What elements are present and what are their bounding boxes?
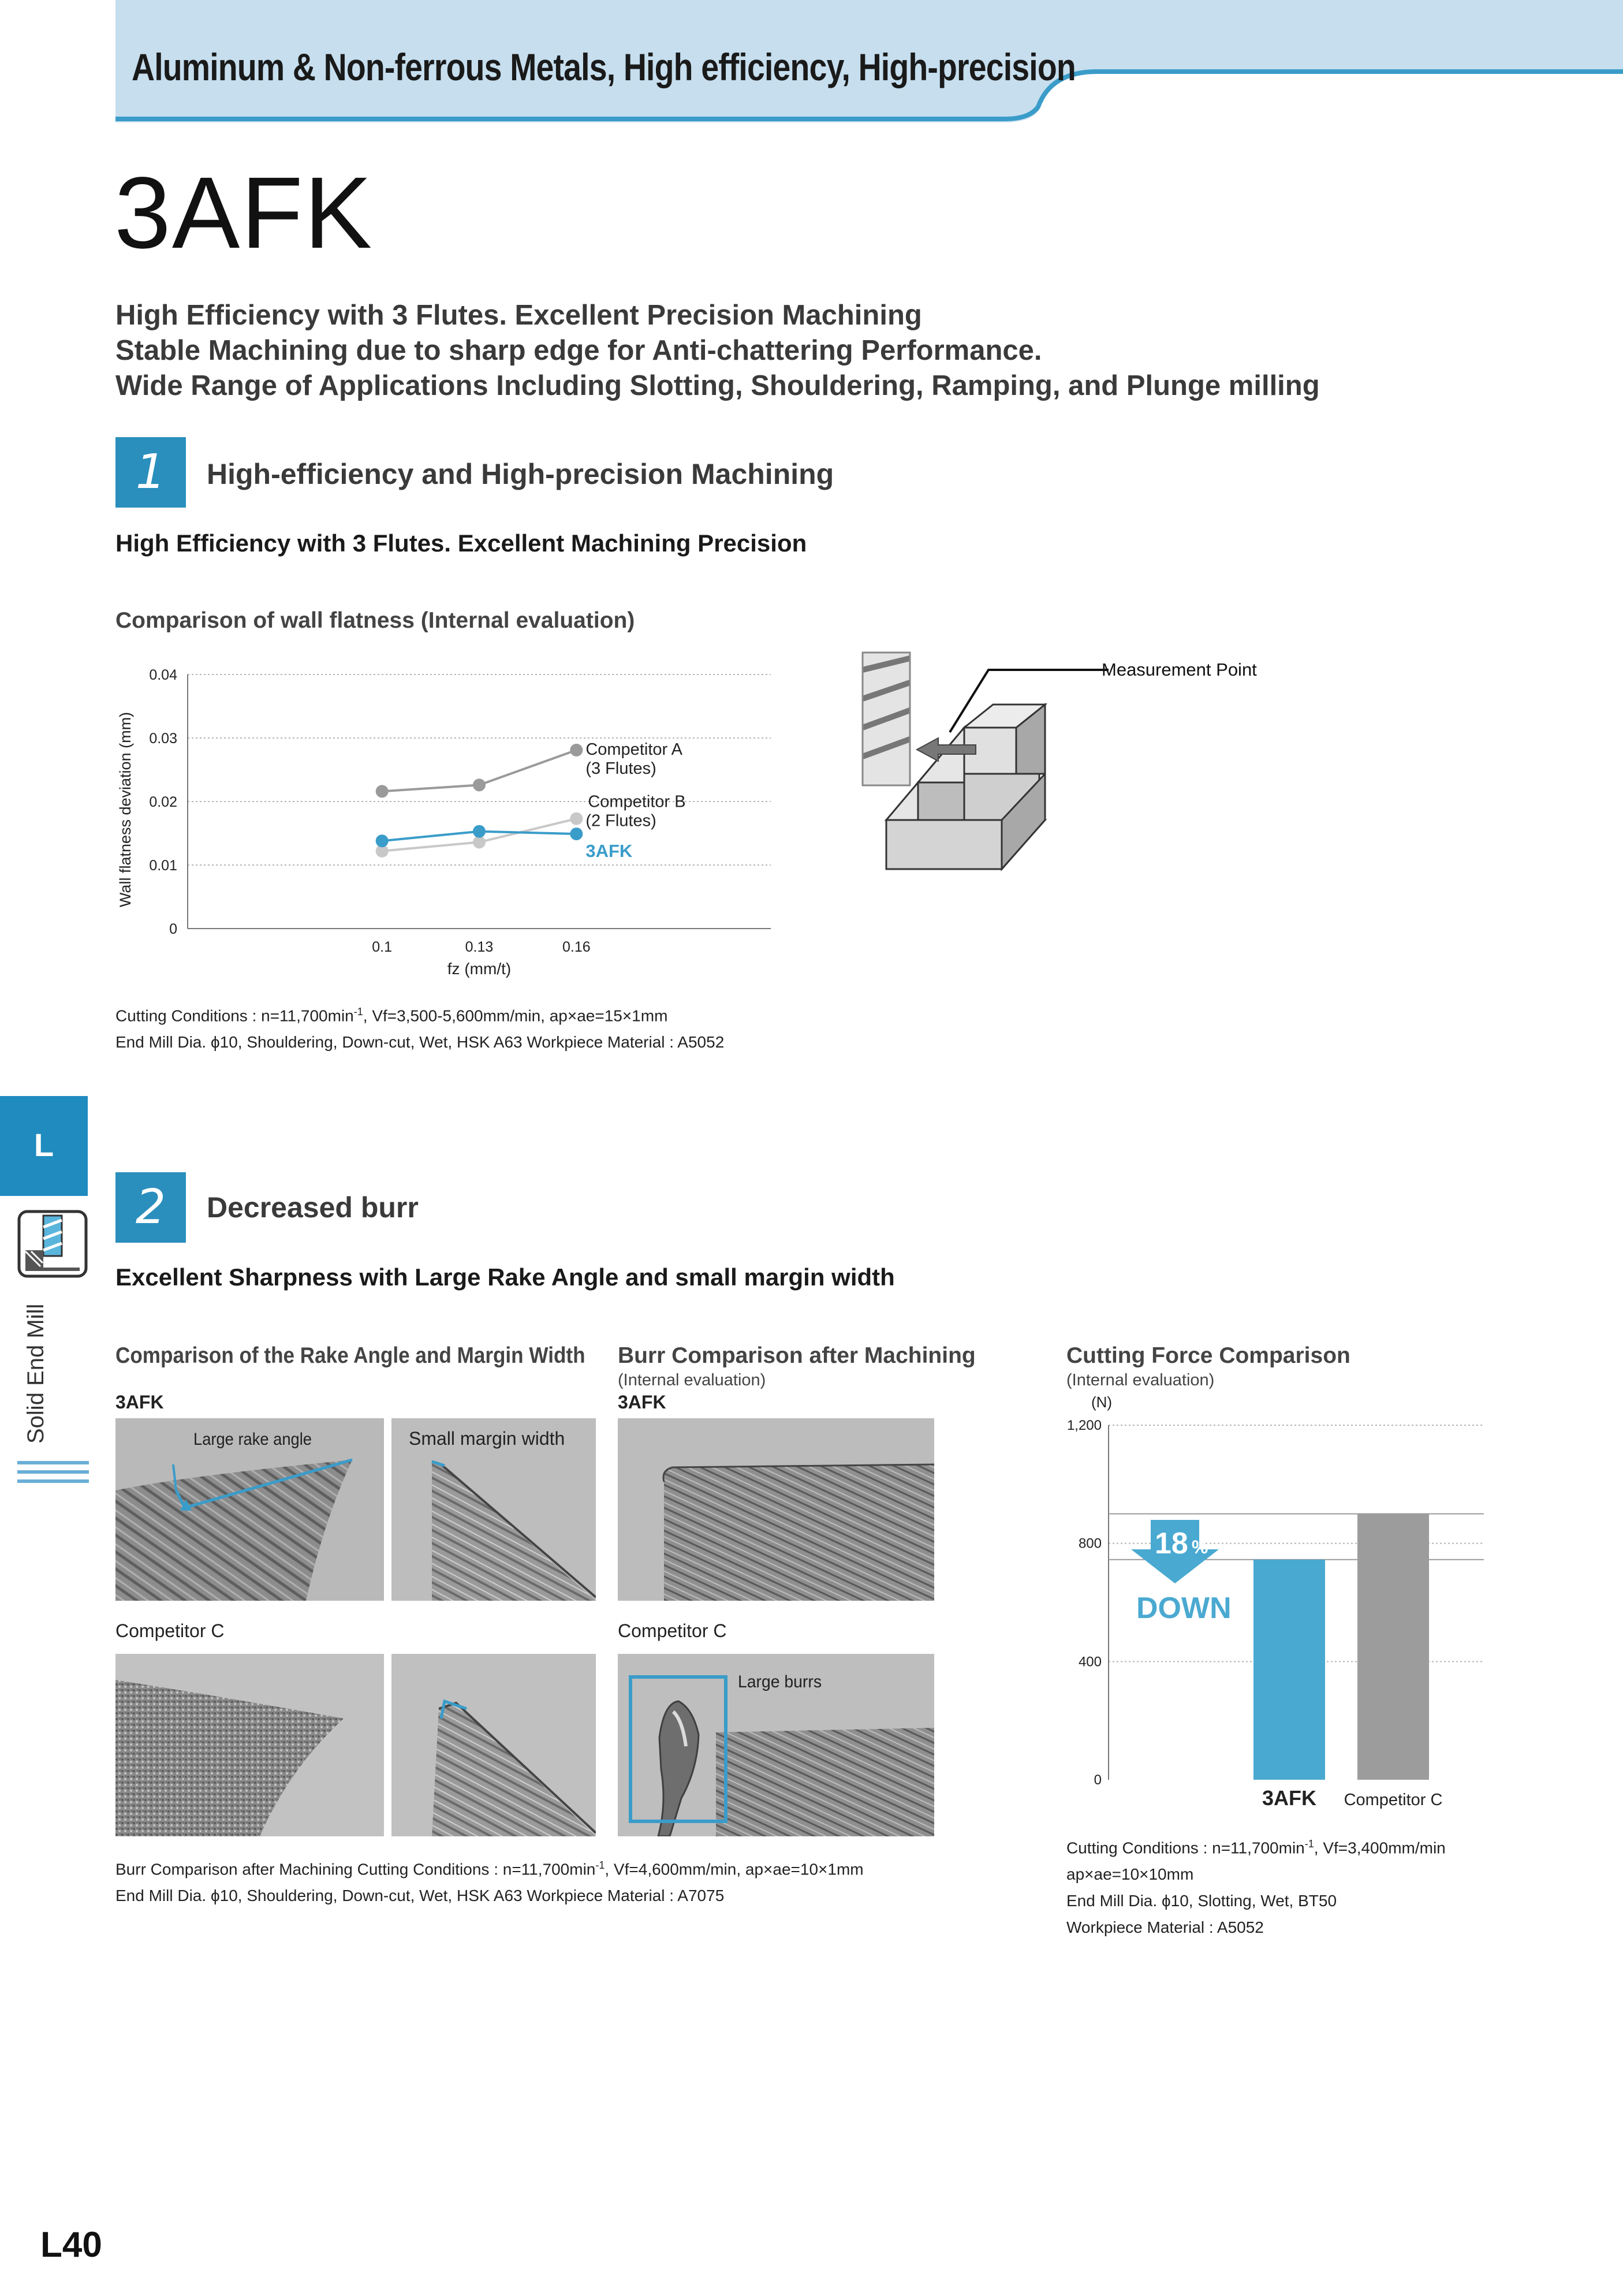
intro-line-2: Stable Machining due to sharp edge for Anti-chattering Performance.: [115, 335, 1042, 366]
y-tick-label: 0.01: [149, 858, 177, 874]
section-1-subtitle: High Efficiency with 3 Flutes. Excellent Machining Precision: [115, 530, 807, 557]
bar: [1357, 1514, 1429, 1780]
section-1-number: 1: [115, 437, 186, 508]
section-2-title: Decreased burr: [207, 1191, 419, 1224]
chart-y-axis-label: Wall flatness deviation (mm): [117, 711, 134, 908]
measurement-point-label: Measurement Point: [1102, 659, 1257, 680]
data-point: [570, 812, 583, 825]
reduction-callout: [1131, 1520, 1232, 1625]
side-stripe: [17, 1461, 89, 1464]
page-number: L40: [40, 2225, 102, 2265]
y-tick-label: 1,200: [1066, 1418, 1102, 1433]
chart-x-axis-label: fz (mm/t): [447, 960, 512, 978]
section-2-subtitle: Excellent Sharpness with Large Rake Angle and small margin width: [115, 1263, 895, 1291]
callout-large-burrs: Large burrs: [738, 1672, 822, 1691]
x-tick-label: 0.13: [465, 939, 494, 955]
x-tick-label: 3AFK: [1262, 1786, 1317, 1810]
burr-label-3afk: 3AFK: [618, 1392, 666, 1412]
data-point: [473, 778, 486, 791]
section-2-number: 2: [115, 1172, 186, 1243]
product-name: 3AFK: [114, 156, 374, 270]
chart-bars: [1253, 1514, 1429, 1780]
photo-3afk-burr: [618, 1418, 934, 1601]
data-point: [570, 828, 583, 840]
y-tick-label: 0.02: [149, 794, 177, 810]
svg-text:18%: 18 %: [1155, 1527, 1208, 1560]
rake-label-competitor-c: Competitor C: [115, 1620, 225, 1641]
callout-large-rake-angle: Large rake angle: [193, 1430, 312, 1449]
x-tick-label: 0.1: [372, 939, 393, 955]
svg-text:DOWN: DOWN: [1136, 1591, 1232, 1625]
measurement-point-diagram: [855, 647, 1293, 878]
cutting-force-title: Cutting Force Comparison: [1066, 1343, 1350, 1368]
wall-flatness-chart: [110, 658, 791, 993]
cutting-force-note: (Internal evaluation): [1066, 1371, 1215, 1389]
callout-small-margin-width: Small margin width: [409, 1428, 565, 1449]
y-tick-label: 400: [1078, 1654, 1102, 1670]
y-tick-label: 800: [1078, 1535, 1102, 1552]
data-point: [570, 744, 583, 756]
photo-competitor-c-margin-width: [391, 1654, 596, 1836]
series-label-sub: (3 Flutes): [585, 759, 656, 778]
header-title: Aluminum & Non-ferrous Metals, High efficiency, High-precision: [132, 46, 1076, 88]
y-tick-label: 0: [169, 921, 177, 937]
side-category-label: Solid End Mill: [23, 1303, 48, 1444]
series-label: Competitor A: [585, 740, 682, 759]
x-tick-label: Competitor C: [1344, 1791, 1443, 1809]
y-tick-label: 0.03: [149, 730, 177, 747]
data-point: [376, 785, 389, 797]
series-label: 3AFK: [585, 841, 633, 862]
chart-x-ticks: [372, 939, 590, 955]
end-mill-icon: [17, 1210, 88, 1278]
cutting-force-chart: [1062, 1386, 1501, 1825]
burr-comparison-title: Burr Comparison after Machining: [618, 1343, 976, 1368]
chart-y-ticks: [149, 667, 177, 937]
x-tick-label: 0.16: [562, 939, 591, 955]
photo-3afk-margin-width: [391, 1418, 596, 1601]
chart-series-labels: [585, 740, 685, 861]
section-1-cutting-conditions: Cutting Conditions : $n=11,700\min^{-1}$, Vf=3,500-5,600mm/min, ap×ae=15×1mm End Mill Dia. ϕ10, Shouldering, Down-cut, Wet, HSK A63 Workpiece Material : A5052: [115, 1006, 725, 1052]
chart-y-ticks: [1067, 1418, 1102, 1788]
side-stripe: [17, 1479, 89, 1483]
section-1-title: High-efficiency and High-precision Machining: [207, 458, 834, 490]
force-cutting-conditions: Cutting Conditions : $n=11,700\min^{-1}$, Vf=3,400mm/min ap×ae=10×10mm End Mill Dia. ϕ10, Slotting, Wet, BT50 Workpiece Material : A5052: [1066, 1838, 1446, 1937]
chart-series: [376, 744, 583, 858]
burr-label-competitor-c: Competitor C: [618, 1620, 727, 1641]
data-point: [473, 836, 486, 848]
rake-label-3afk: 3AFK: [115, 1392, 164, 1412]
intro-line-3: Wide Range of Applications Including Slotting, Shouldering, Ramping, and Plunge milling: [115, 370, 1320, 401]
photo-competitor-c-rake-angle: [115, 1654, 384, 1836]
data-point: [376, 834, 389, 847]
series-label: Competitor B: [588, 792, 686, 811]
side-stripe: [17, 1470, 89, 1474]
rake-comparison-title: Comparison of the Rake Angle and Margin Width: [115, 1343, 585, 1368]
chart-x-ticks: [1262, 1786, 1442, 1810]
series-label-sub: (2 Flutes): [585, 811, 656, 830]
intro-line-1: High Efficiency with 3 Flutes. Excellent Precision Machining: [115, 300, 922, 331]
chart-y-axis-unit: (N): [1091, 1393, 1113, 1411]
burr-comparison-note: (Internal evaluation): [618, 1371, 766, 1389]
wall-flatness-chart-title: Comparison of wall flatness (Internal evaluation): [115, 608, 635, 633]
section-tab-letter: L: [33, 1127, 54, 1163]
data-point: [473, 825, 486, 838]
bar: [1253, 1560, 1325, 1780]
photo-3afk-rake-angle: [115, 1418, 384, 1601]
y-tick-label: 0.04: [149, 667, 177, 683]
y-tick-label: 0: [1094, 1772, 1102, 1788]
photo-competitor-c-burr: [618, 1654, 934, 1836]
burr-cutting-conditions: Burr Comparison after Machining Cutting Conditions : $n=11,700\min^{-1}$, Vf=4,600mm/min, ap×ae=10×1mm End Mill Dia. ϕ10, Shouldering, Down-cut, Wet, HSK A63 Workpiece Material : A7075: [115, 1859, 864, 1905]
